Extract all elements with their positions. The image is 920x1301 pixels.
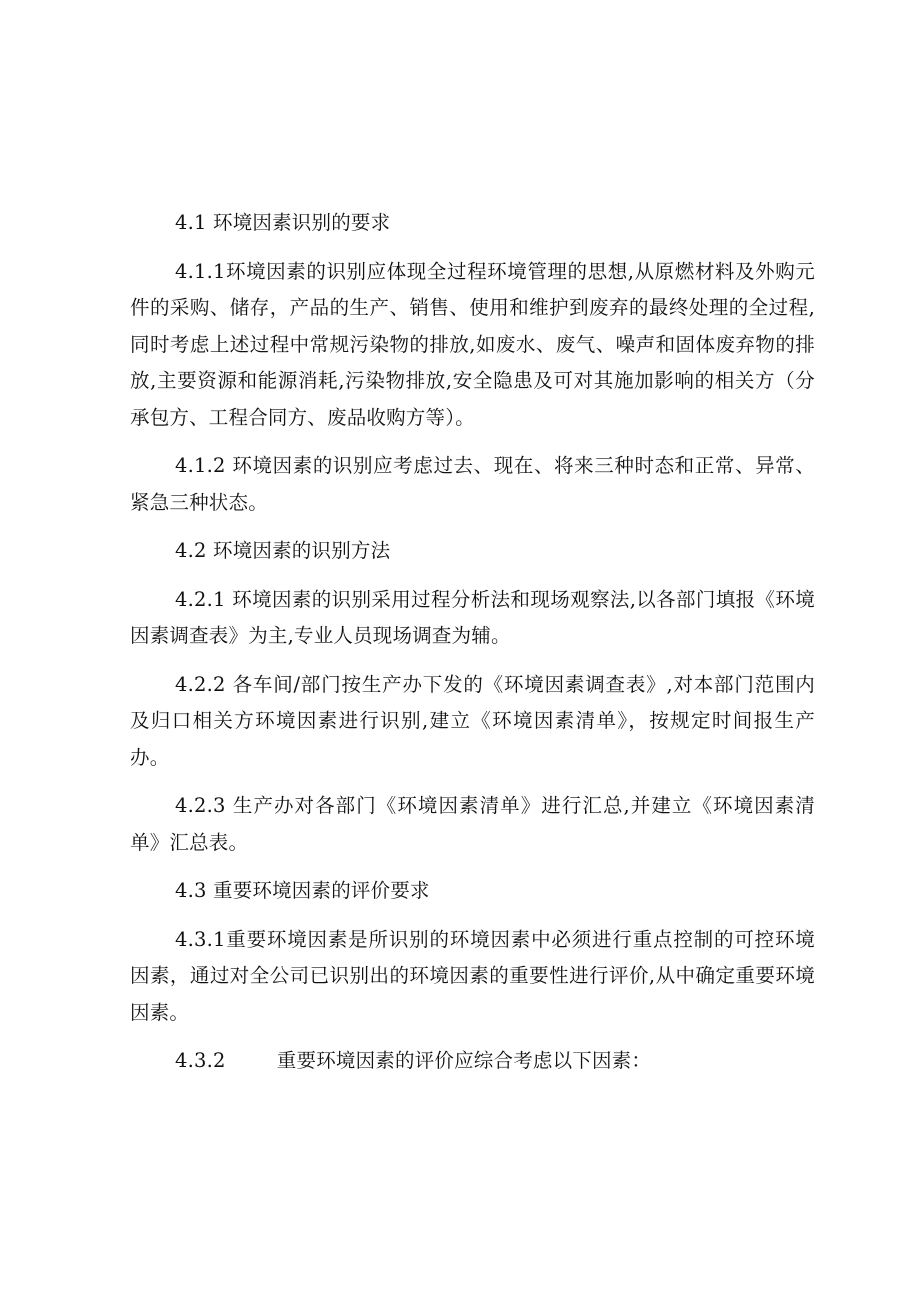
section-heading-4-3: 4.3 重要环境因素的评价要求 xyxy=(175,879,430,902)
section-heading-4-2: 4.2 环境因素的识别方法 xyxy=(175,539,391,562)
clause-4-2-1: 4.2.1 环境因素的识别采用过程分析法和现场观察法,以各部门填报《环境因素调查表》为主,专业人员现场调查为辅。 xyxy=(130,587,815,647)
clause-4-2-2: 4.2.2 各车间/部门按生产办下发的《环境因素调查表》,对本部门范围内及归口相关方环境因素进行识别,建立《环境因素清单》，按规定时间报生产办。 xyxy=(130,672,815,769)
clause-4-1-2: 4.1.2 环境因素的识别应考虑过去、现在、将来三种时态和正常、异常、紧急三种状态。 xyxy=(130,454,815,514)
clause-4-3-1: 4.3.1重要环境因素是所识别的环境因素中必须进行重点控制的可控环境因素，通过对全公司已识别出的环境因素的重要性进行评价,从中确定重要环境因素。 xyxy=(130,927,815,1024)
clause-4-2-3: 4.2.3 生产办对各部门《环境因素清单》进行汇总,并建立《环境因素清单》汇总表。 xyxy=(130,794,815,854)
clause-4-3-2: 4.3.2 重要环境因素的评价应综合考虑以下因素： xyxy=(175,1049,652,1072)
clause-4-1-1: 4.1.1环境因素的识别应体现全过程环境管理的思想,从原燃材料及外购元件的采购、储存，产品的生产、销售、使用和维护到废弃的最终处理的全过程,同时考虑上述过程中常规污染物的排放,如废水、废气、噪声和固体废弃物的排放,主要资源和能源消耗,污染物排放,安全隐患及可对其施加影响的相关方（分承包方、工程合同方、废品收购方等）。 xyxy=(130,259,815,429)
document-body xyxy=(130,205,815,1092)
section-heading-4-1: 4.1 环境因素识别的要求 xyxy=(175,211,391,234)
